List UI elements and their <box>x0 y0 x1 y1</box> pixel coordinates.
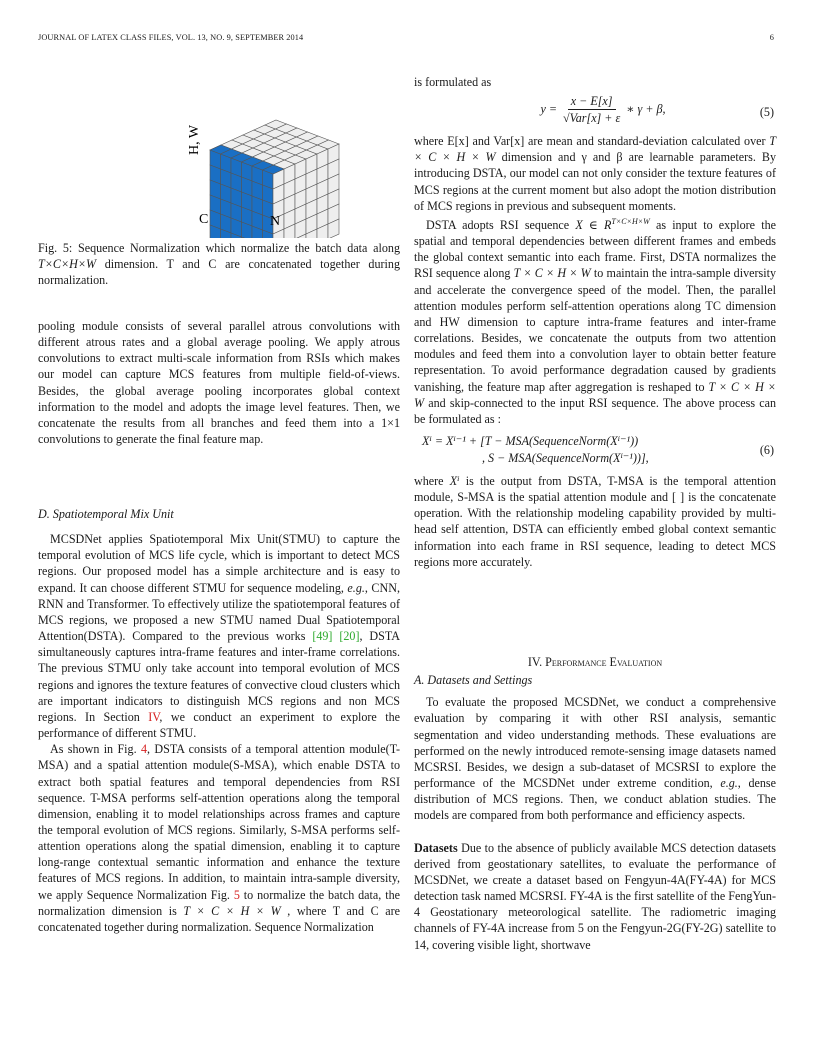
figure-5-caption: Fig. 5: Sequence Normalization which normalize the batch data along T×C×H×W dimension. T and C are concatenated together during normalization. <box>38 241 400 287</box>
equation-6-number: (6) <box>759 442 774 457</box>
equation-5: y = $\frac{x - E[x]}{\text{√Var[x] + ε}}$ ∗ γ + β, (5) <box>540 94 774 126</box>
paragraph-where-mean: where E[x] and Var[x] are mean and standard-deviation calculated over T × C × H × W dimension and γ and β are learnable parameters. By introducing DSTA, our model can not only consider the texture features of MCS regions at the current moment but also adopt the motion distribution of MCS regions in previous and subsequent moments. <box>414 134 776 213</box>
figure-5 <box>38 78 400 238</box>
axis-label-hw: H, W <box>187 124 202 156</box>
page-number: 6 <box>769 33 774 42</box>
paragraph-dsta-structure: As shown in Fig. 4, DSTA consists of a temporal attention module(T-MSA) and a spatial attention module(S-MSA), which enable DSTA to extract both spatial features and temporal dependencies from RSI sequence. T-MSA performs self-attention operations along the temporal dimension, enabling it to model relationships across frames and capture the temporal evolution of MCS regions. Similarly, S-MSA performs self-attention operations along the spatial dimension, enabling it to capture long-range contextual semantic information and enhance the texture features of MCS regions. In addition, to maintain intra-sample diversity, we apply Sequence Normalization Fig. 5 to normalize the batch data, the normalization dimension is T × C × H × W , where T and C are concatenated together during normalization. Sequence Normalization <box>38 742 400 934</box>
section-iv-link[interactable]: IV <box>148 709 160 724</box>
left-column <box>38 318 400 447</box>
paragraph-evaluation: To evaluate the proposed MCSDNet, we conduct a comprehensive evaluation by comparing it with other RSI analysis, semantic segmentation and video understanding methods. These evaluations are performed on the newly introduced remote-sensing image datasets named MCSRSI. Besides, we design a sub-dataset of MCSRSI to explore the performance of the MCSDNet under extreme condition, e.g., dense distribution of MCS regions. Then, we conduct ablation studies. The models are compared from both performance and efficiency aspects. <box>414 695 776 823</box>
axis-label-n: N <box>270 214 281 229</box>
figure-4-link[interactable]: 4 <box>140 742 147 757</box>
right-column <box>414 74 776 570</box>
section-iv-heading: IV. Performance Evaluation <box>527 655 663 669</box>
paragraph-eq6-where: where Xⁱ is the output from DSTA, T-MSA is the temporal attention module, S-MSA is the spatial attention module and [ ] is the concatenate operation. With the relationship modeling capability provided by multi-head self attention, DSTA can efficiently embed global context semantic information into each frame in RSI sequence, leading to detect MCS regions more accurately. <box>414 474 776 569</box>
paragraph-pooling: pooling module consists of several parallel atrous convolutions with different atrous rates and a global average pooling. We apply atrous convolutions to extract multi-scale information from RSIs which makes our model can capture MCS features from multiple field-of-views. Besides, the global average pooling incorporates global context information to the model and adopts the image level features. Then, we concatenate the results from all branches and feed them into a 1×1 convolutions to generate the final feature map. <box>38 319 400 447</box>
paragraph-dsta-adopts: DSTA adopts RSI sequence X ∈ $R^{T\times C\times H\times W}$ as input to explore the spatial and temporal dependencies between different frames and embeds the global context semantic into each frame. First, DSTA normalizes the RSI sequence along T × C × H × W to maintain the intra-sample diversity and accelerate the convergence speed of the model. Then, the parallel attention modules perform self-attention operations along TC dimension and HW dimension to capture intra-frame features and inter-frame correlations. Besides, we concatenate the outputs from two attention modules and feed them into a convolution layer to obtain better feature representation. To avoid performance degradation caused by gradients vanishing, the feature map after aggregation is reshaped to T × C × H × W and skip-connected to the input RSI sequence. The above process can be formulated as : <box>414 216 776 426</box>
figure-5-link[interactable]: 5 <box>233 887 240 902</box>
equation-6: Xⁱ = Xⁱ⁻¹ + [T − MSA(SequenceNorm(Xⁱ⁻¹)) , S − MSA(SequenceNorm(Xⁱ⁻¹))], (6) <box>422 434 774 465</box>
right-column-section-iv <box>414 654 776 953</box>
journal-title: JOURNAL OF LATEX CLASS FILES, VOL. 13, NO. 9, SEPTEMBER 2014 <box>38 33 304 42</box>
running-header <box>38 33 778 47</box>
left-column-section-d <box>38 506 400 935</box>
section-d-heading: D. Spatiotemporal Mix Unit <box>38 507 174 521</box>
citation-20[interactable]: [20] <box>339 629 360 644</box>
equation-5-number: (5) <box>759 105 774 120</box>
equation-5-fraction: $\frac{x - E[x]}{\text{√Var[x] + ε}}$ <box>563 94 621 126</box>
sequence-normalization-cube <box>38 78 400 238</box>
datasets-label: Datasets <box>414 840 458 855</box>
formula-intro: is formulated as <box>414 75 492 89</box>
subsection-a-heading: A. Datasets and Settings <box>414 673 533 688</box>
paragraph-stmu: MCSDNet applies Spatiotemporal Mix Unit(STMU) to capture the temporal evolution of MCS life cycle, which is important to detect MCS regions. Our proposed model has a simple architecture and is easy to expand. It can choose different STMU for sequence modeling, e.g., CNN, RNN and Transformer. To effectively utilize the spatiotemporal features of MCS regions, we proposed a new STMU named Dual Spatiotemporal Attention(DSTA). Compared to the previous works [49] [20], DSTA simultaneously captures intra-frame features and inter-frame correlations. The previous STMU only take account into temporal evolution of MCS regions and ignores the texture features of convective cloud clusters which are important indicators to distinguish MCS regions and non MCS regions. In Section IV, we conduct an experiment to explore the performance of different STMU. <box>38 532 400 741</box>
paragraph-datasets: Datasets Due to the absence of publicly available MCS detection datasets derived from geostationary satellites, to evaluate the performance of MCSDNet, we create a dataset based on Fengyun-4A(FY-4A) for MCS detection task named MCSRSI. FY-4A is the first satellite of the FengYun-4 Geostationary meteorological satellite. The radiometric imaging channels of FY-4A increase from 5 on the Fengyun-2G(FY-2G) satellite to 14, covering visible light, shortwave <box>414 840 776 952</box>
citation-49[interactable]: [49] <box>312 629 333 644</box>
axis-label-c: C <box>199 212 209 227</box>
